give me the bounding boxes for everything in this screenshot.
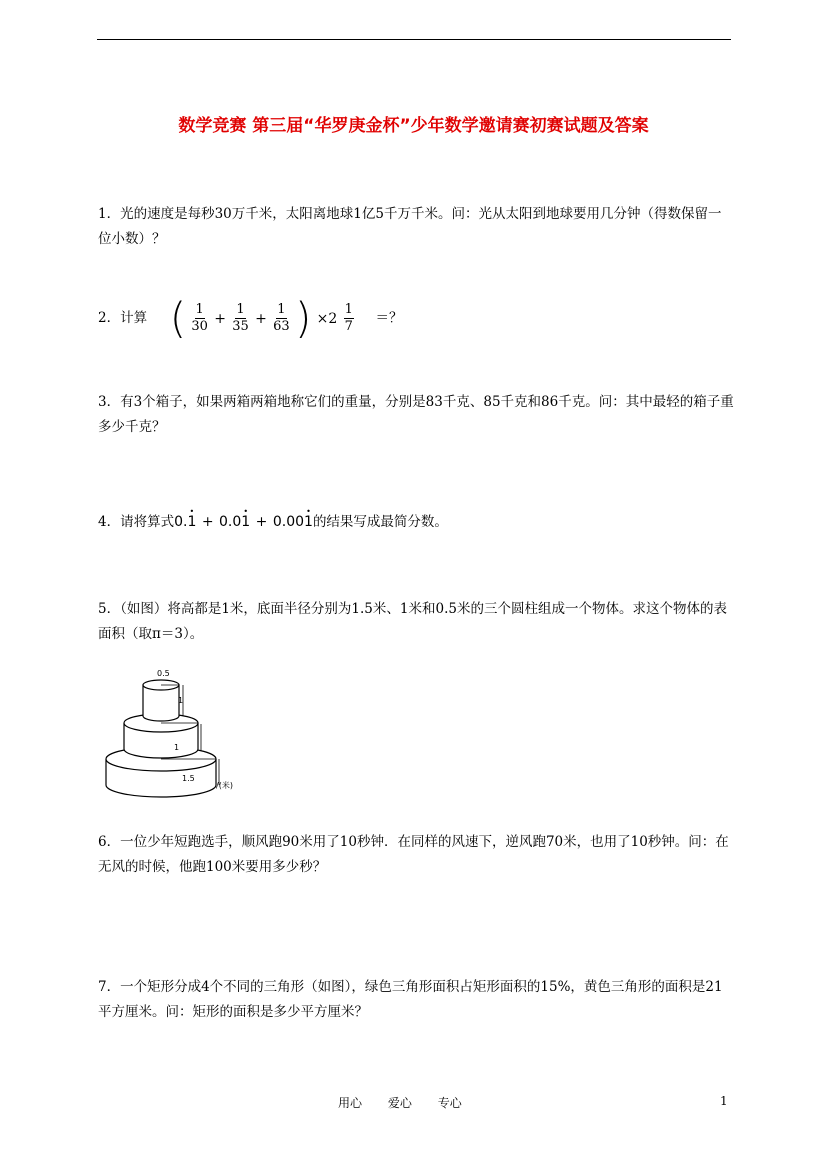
question-7: 7．一个矩形分成4个不同的三角形（如图），绿色三角形面积占矩形面积的15%，黄色三角形的面积是21平方厘米。问：矩形的面积是多少平方厘米？ <box>98 979 723 1020</box>
fraction-2: $\frac{1}{35}$ <box>232 302 249 334</box>
motto-2: 爱心 <box>387 1096 412 1110</box>
repeating-decimal-1: 0.• 1 <box>174 514 196 530</box>
right-paren: ) <box>294 293 312 343</box>
question-5: 5．（如图）将高都是1米，底面半径分别为1.5米、1米和0.5米的三个圆柱组成一个物体。求这个物体的表面积（取π＝3）。 <box>98 601 727 642</box>
question-4-suffix: 的结果写成最简分数。 <box>312 514 448 530</box>
repeating-decimal-2: 0.0• 1 <box>219 514 250 530</box>
cylinders-figure <box>100 663 250 803</box>
footer-motto <box>338 1094 484 1111</box>
label-0-5: 0.5 <box>157 669 170 678</box>
question-1: 1．光的速度是每秒30万千米，太阳离地球1亿5千万千米。问：光从太阳到地球要用几分钟（得数保留一位小数）？ <box>98 206 722 247</box>
repeating-decimal-3: 0.00• 1 <box>273 514 313 530</box>
left-paren: ( <box>169 293 187 343</box>
fraction-1: $\frac{1}{30}$ <box>191 302 208 334</box>
page-title: 数学竞赛 第三届“华罗庚金杯”少年数学邀请赛初赛试题及答案 <box>178 116 649 136</box>
label-1-middle: 1 <box>174 743 180 752</box>
question-3: 3．有3个箱子，如果两箱两箱地称它们的重量，分别是83千克、85千克和86千克。问：其中最轻的箱子重多少千克？ <box>98 394 734 435</box>
label-unit: /(米) <box>216 781 233 790</box>
motto-1: 用心 <box>338 1096 363 1110</box>
page-number: 1 <box>720 1094 728 1108</box>
question-4: 4．请将算式0.• 1 + 0.0• 1 + 0.00• 1的结果写成最简分数。 <box>98 510 734 535</box>
question-6: 6．一位少年短跑选手，顺风跑90米用了10秒钟．在同样的风速下，逆风跑70米，也用了10秒钟。问：在无风的时候，他跑100米要用多少秒？ <box>98 834 729 875</box>
label-1-top: 1 <box>178 696 184 705</box>
fraction-3: $\frac{1}{63}$ <box>273 302 290 334</box>
label-1-5: 1.5 <box>182 774 195 783</box>
question-2-prefix: 2．计算 <box>98 310 148 326</box>
mixed-fraction: $\frac{1}{7}$ <box>344 302 353 334</box>
header-rule <box>97 39 731 40</box>
question-4-prefix: 4．请将算式 <box>98 514 175 530</box>
motto-3: 专心 <box>437 1096 462 1110</box>
times-2: ×2 <box>316 310 338 327</box>
question-2-suffix: ＝？ <box>375 310 403 326</box>
question-2: 2．计算 ( $\frac{1}{30}$ + $\frac{1}{35}$ + $\frac{1}{63}$ ) ×2 $\frac{1}{7}$ ＝？ <box>98 293 403 343</box>
